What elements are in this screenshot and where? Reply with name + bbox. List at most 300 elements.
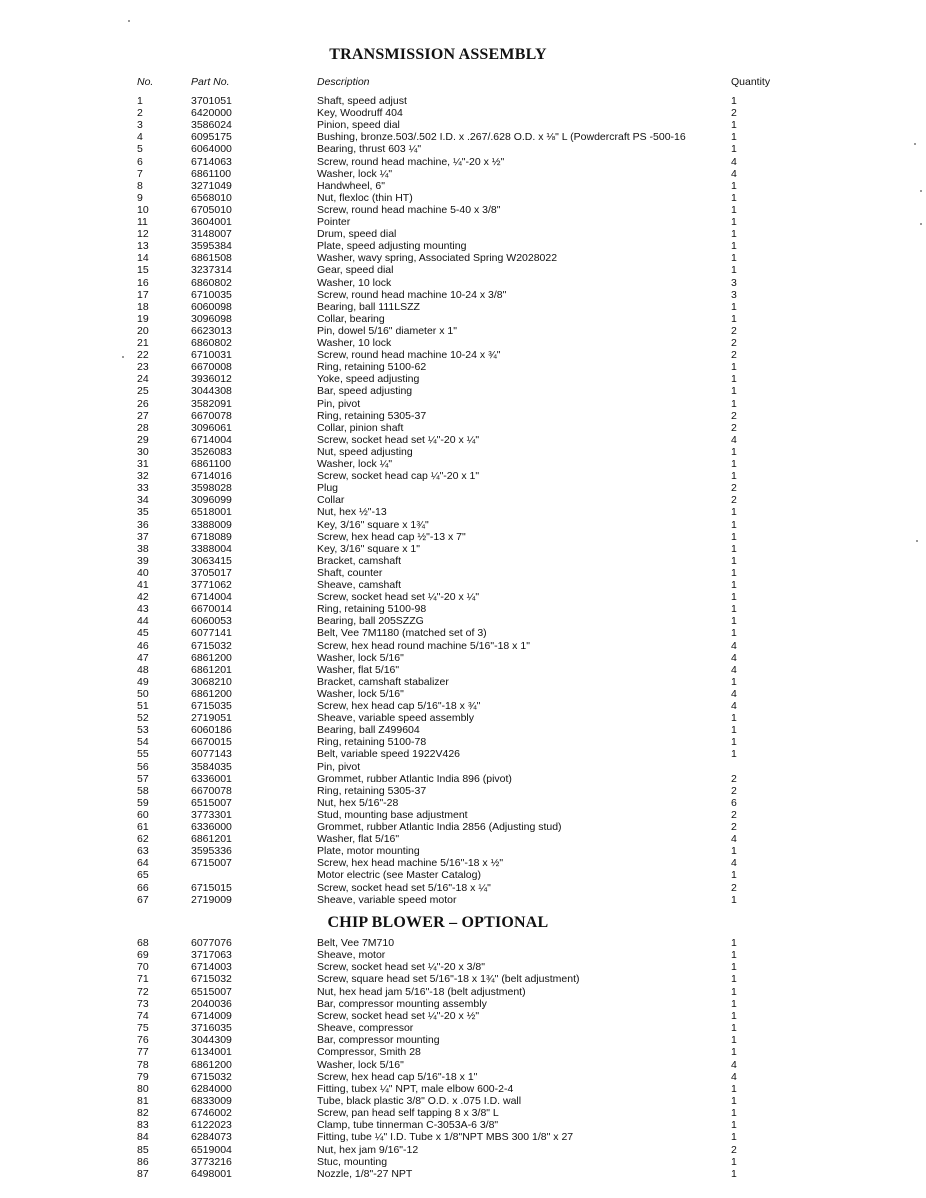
table-row	[0, 95, 926, 107]
part-description: Pin, pivot	[317, 397, 361, 410]
header-part-no: Part No.	[191, 76, 230, 88]
table-row	[0, 361, 926, 373]
part-description: Grommet, rubber Atlantic India 896 (pivot)	[317, 772, 512, 785]
part-description: Bearing, ball 205SZZG	[317, 615, 424, 628]
part-number: 6519004	[191, 1143, 232, 1156]
part-quantity: 3	[731, 288, 737, 301]
item-number: 10	[137, 203, 149, 216]
item-number: 15	[137, 264, 149, 277]
part-number: 6095175	[191, 131, 232, 144]
table-row	[0, 531, 926, 543]
table-row	[0, 1071, 926, 1083]
part-number: 6670008	[191, 361, 232, 374]
part-number: 6861100	[191, 458, 232, 470]
item-number: 26	[137, 397, 149, 410]
part-number: 2040036	[191, 997, 232, 1010]
part-quantity: 1	[731, 973, 737, 986]
part-number: 3526083	[191, 445, 232, 458]
part-number: 6746002	[191, 1107, 232, 1120]
item-number: 84	[137, 1131, 149, 1144]
table-row	[0, 579, 926, 591]
item-number: 42	[137, 591, 149, 604]
item-number: 16	[137, 276, 149, 289]
part-number: 6861200	[191, 687, 232, 700]
part-quantity: 1	[731, 627, 737, 640]
table-row	[0, 882, 926, 894]
part-description: Nut, hex 5/16"-28	[317, 796, 399, 809]
part-number: 3096061	[191, 421, 232, 434]
part-description: Clamp, tube tinnerman C-3053A-6 3/8"	[317, 1119, 499, 1132]
table-row	[0, 664, 926, 676]
part-description: Bushing, bronze.503/.502 I.D. x .267/.628 O.D. x ⅛" L (Powdercraft PS -500-16	[317, 131, 686, 144]
table-row	[0, 446, 926, 458]
part-number: 6077143	[191, 748, 232, 761]
part-quantity: 1	[731, 566, 737, 579]
item-number: 68	[137, 937, 149, 949]
table-row	[0, 1083, 926, 1095]
part-quantity: 1	[731, 712, 737, 725]
item-number: 24	[137, 373, 149, 386]
part-description: Screw, socket head set ¼"-20 x ½"	[317, 1009, 480, 1022]
part-description: Bearing, ball 111LSZZ	[317, 300, 420, 313]
item-number: 52	[137, 712, 149, 725]
part-quantity: 4	[731, 167, 737, 180]
item-number: 3	[137, 119, 143, 132]
part-description: Nozzle, 1/8"-27 NPT	[317, 1167, 413, 1180]
part-description: Screw, round head machine 5-40 x 3/8"	[317, 203, 501, 216]
part-quantity: 1	[731, 228, 737, 241]
item-number: 2	[137, 107, 143, 120]
part-description: Sheave, camshaft	[317, 579, 402, 591]
part-description: Screw, socket head set 5/16"-18 x ¼"	[317, 881, 491, 894]
part-description: Nut, hex jam 9/16"-12	[317, 1143, 419, 1156]
part-number: 3595384	[191, 240, 232, 253]
part-description: Screw, socket head cap ¼"-20 x 1"	[317, 470, 480, 483]
part-quantity: 4	[731, 433, 737, 446]
part-description: Pin, pivot	[317, 760, 361, 773]
part-number: 2719051	[191, 712, 232, 725]
part-description: Washer, lock ¼"	[317, 458, 393, 470]
part-quantity: 2	[731, 337, 737, 349]
item-number: 47	[137, 651, 149, 664]
part-description: Nut, speed adjusting	[317, 445, 413, 458]
item-number: 80	[137, 1082, 149, 1095]
table-row	[0, 603, 926, 615]
part-number: 6861201	[191, 833, 232, 846]
part-description: Stuc, mounting	[317, 1155, 388, 1168]
part-quantity: 4	[731, 1058, 737, 1071]
part-quantity: 1	[731, 1119, 737, 1132]
part-number: 6715032	[191, 1070, 232, 1083]
table-row	[0, 949, 926, 961]
item-number: 6	[137, 155, 143, 168]
table-row	[0, 240, 926, 252]
part-quantity: 1	[731, 470, 737, 483]
part-quantity: 1	[731, 542, 737, 555]
item-number: 55	[137, 748, 149, 761]
part-description: Belt, variable speed 1922V426	[317, 748, 461, 761]
part-description: Shaft, speed adjust	[317, 95, 407, 107]
part-number: 6861200	[191, 651, 232, 664]
part-quantity: 1	[731, 937, 737, 949]
part-number: 6670078	[191, 409, 232, 422]
part-number: 6714009	[191, 1009, 232, 1022]
part-description: Washer, 10 lock	[317, 276, 392, 289]
part-description: Stud, mounting base adjustment	[317, 808, 468, 821]
item-number: 20	[137, 324, 149, 337]
part-description: Nut, flexloc (thin HT)	[317, 191, 413, 204]
part-description: Screw, socket head set ¼"-20 x 3/8"	[317, 961, 485, 974]
part-description: Ring, retaining 5100-98	[317, 603, 427, 616]
part-quantity: 1	[731, 445, 737, 458]
item-number: 37	[137, 530, 149, 543]
table-row	[0, 470, 926, 482]
part-quantity: 1	[731, 1155, 737, 1168]
item-number: 73	[137, 997, 149, 1010]
part-description: Ring, retaining 5100-78	[317, 736, 427, 749]
item-number: 19	[137, 312, 149, 325]
part-quantity: 4	[731, 155, 737, 168]
part-description: Screw, hex head cap 5/16"-18 x ¾"	[317, 700, 481, 712]
table-row	[0, 973, 926, 985]
item-number: 23	[137, 361, 149, 374]
part-description: Pin, dowel 5/16" diameter x 1"	[317, 324, 457, 337]
part-quantity: 1	[731, 961, 737, 974]
table-row	[0, 1022, 926, 1034]
scan-speck	[920, 190, 922, 192]
part-quantity: 1	[731, 1131, 737, 1144]
part-description: Screw, hex head machine 5/16"-18 x ½"	[317, 857, 504, 870]
part-description: Screw, hex head cap 5/16"-18 x 1"	[317, 1070, 478, 1083]
table-row	[0, 1131, 926, 1143]
part-number: 6060098	[191, 300, 232, 313]
part-quantity: 1	[731, 506, 737, 519]
part-description: Key, Woodruff 404	[317, 107, 403, 120]
part-number: 6515007	[191, 796, 232, 809]
part-quantity: 1	[731, 312, 737, 325]
part-number: 3044308	[191, 385, 232, 398]
part-number: 3271049	[191, 179, 232, 192]
part-number: 3716035	[191, 1022, 232, 1035]
table-row	[0, 373, 926, 385]
part-number: 6718089	[191, 530, 232, 543]
table-row	[0, 748, 926, 760]
item-number: 72	[137, 985, 149, 998]
part-number: 3771062	[191, 579, 232, 591]
table-row	[0, 1095, 926, 1107]
item-number: 8	[137, 179, 143, 192]
part-number: 6714016	[191, 470, 232, 483]
part-description: Handwheel, 6"	[317, 179, 385, 192]
part-number: 3388009	[191, 518, 232, 531]
part-description: Compressor, Smith 28	[317, 1046, 421, 1059]
part-quantity: 1	[731, 300, 737, 313]
part-description: Washer, flat 5/16"	[317, 663, 400, 676]
table-row	[0, 1059, 926, 1071]
table-row	[0, 773, 926, 785]
table-row	[0, 494, 926, 506]
item-number: 13	[137, 240, 149, 253]
part-quantity: 1	[731, 997, 737, 1010]
part-description: Pointer	[317, 216, 351, 228]
part-description: Screw, pan head self tapping 8 x 3/8" L	[317, 1107, 499, 1120]
item-number: 7	[137, 167, 143, 180]
table-row	[0, 313, 926, 325]
part-number: 3586024	[191, 119, 232, 132]
item-number: 12	[137, 228, 149, 241]
part-quantity: 1	[731, 385, 737, 398]
part-number: 6077076	[191, 937, 232, 949]
part-number: 6705010	[191, 203, 232, 216]
part-quantity: 2	[731, 409, 737, 422]
part-description: Key, 3/16" square x 1"	[317, 542, 420, 555]
part-quantity: 1	[731, 1167, 737, 1180]
part-number: 3096098	[191, 312, 232, 325]
part-number: 6861100	[191, 167, 232, 180]
part-number: 6715035	[191, 700, 232, 712]
part-quantity: 1	[731, 1082, 737, 1095]
item-number: 49	[137, 675, 149, 688]
header-description: Description	[317, 76, 370, 88]
table-row	[0, 1168, 926, 1180]
part-quantity: 1	[731, 252, 737, 265]
table-row	[0, 797, 926, 809]
part-description: Bar, speed adjusting	[317, 385, 413, 398]
part-quantity: 1	[731, 1034, 737, 1047]
part-quantity: 1	[731, 603, 737, 616]
part-number: 6715032	[191, 973, 232, 986]
item-number: 86	[137, 1155, 149, 1168]
part-quantity: 4	[731, 833, 737, 846]
part-quantity: 2	[731, 349, 737, 362]
part-quantity: 4	[731, 700, 737, 712]
part-description: Sheave, compressor	[317, 1022, 414, 1035]
part-quantity: 1	[731, 458, 737, 470]
table-row	[0, 785, 926, 797]
item-number: 58	[137, 784, 149, 797]
part-description: Sheave, motor	[317, 949, 386, 962]
part-number: 3705017	[191, 566, 232, 579]
part-number: 3388004	[191, 542, 232, 555]
part-number: 6134001	[191, 1046, 232, 1059]
table-row	[0, 325, 926, 337]
part-description: Washer, lock 5/16"	[317, 687, 404, 700]
table-row	[0, 398, 926, 410]
part-description: Washer, lock ¼"	[317, 167, 393, 180]
table-row	[0, 337, 926, 349]
part-quantity: 1	[731, 591, 737, 604]
part-quantity: 2	[731, 881, 737, 894]
table-row	[0, 216, 926, 228]
part-number: 6710031	[191, 349, 232, 362]
table-row	[0, 821, 926, 833]
table-row	[0, 519, 926, 531]
scan-speck	[916, 540, 918, 542]
part-description: Washer, lock 5/16"	[317, 1058, 404, 1071]
item-number: 76	[137, 1034, 149, 1047]
part-quantity: 1	[731, 579, 737, 591]
part-number: 3068210	[191, 675, 232, 688]
table-row	[0, 1034, 926, 1046]
item-number: 81	[137, 1094, 149, 1107]
item-number: 14	[137, 252, 149, 265]
table-row	[0, 640, 926, 652]
part-description: Belt, Vee 7M710	[317, 937, 395, 949]
table-row	[0, 1156, 926, 1168]
table-row	[0, 961, 926, 973]
table-row	[0, 869, 926, 881]
item-number: 53	[137, 724, 149, 737]
part-quantity: 1	[731, 361, 737, 374]
item-number: 82	[137, 1107, 149, 1120]
part-quantity: 6	[731, 796, 737, 809]
part-description: Drum, speed dial	[317, 228, 397, 241]
part-number: 6670014	[191, 603, 232, 616]
table-row	[0, 857, 926, 869]
part-quantity: 1	[731, 949, 737, 962]
part-description: Yoke, speed adjusting	[317, 373, 420, 386]
item-number: 44	[137, 615, 149, 628]
part-quantity: 1	[731, 869, 737, 882]
table-row	[0, 301, 926, 313]
item-number: 65	[137, 869, 149, 882]
table-row	[0, 180, 926, 192]
item-number: 83	[137, 1119, 149, 1132]
part-number: 6077141	[191, 627, 232, 640]
part-quantity: 1	[731, 724, 737, 737]
table-row	[0, 1144, 926, 1156]
part-quantity: 4	[731, 687, 737, 700]
part-quantity: 2	[731, 421, 737, 434]
item-number: 4	[137, 131, 143, 144]
item-number: 45	[137, 627, 149, 640]
table-row	[0, 385, 926, 397]
item-number: 5	[137, 143, 143, 156]
part-number: 6515007	[191, 985, 232, 998]
item-number: 77	[137, 1046, 149, 1059]
part-number: 6498001	[191, 1167, 232, 1180]
part-quantity: 1	[731, 119, 737, 132]
table-row	[0, 204, 926, 216]
item-number: 87	[137, 1167, 149, 1180]
item-number: 11	[137, 216, 148, 228]
table-row	[0, 712, 926, 724]
part-quantity: 1	[731, 1046, 737, 1059]
item-number: 67	[137, 893, 149, 906]
item-number: 78	[137, 1058, 149, 1071]
part-description: Bearing, ball Z499604	[317, 724, 420, 737]
part-number: 6714003	[191, 961, 232, 974]
table-row	[0, 119, 926, 131]
part-description: Sheave, variable speed assembly	[317, 712, 475, 725]
table-row	[0, 845, 926, 857]
part-number: 6861201	[191, 663, 232, 676]
part-description: Gear, speed dial	[317, 264, 394, 277]
part-description: Screw, round head machine 10-24 x ¾"	[317, 349, 501, 362]
part-number: 3773301	[191, 808, 232, 821]
part-number: 6670015	[191, 736, 232, 749]
part-number: 6715032	[191, 639, 232, 652]
table-row	[0, 482, 926, 494]
item-number: 30	[137, 445, 149, 458]
item-number: 21	[137, 337, 149, 349]
part-quantity: 1	[731, 1094, 737, 1107]
table-row	[0, 458, 926, 470]
item-number: 79	[137, 1070, 149, 1083]
item-number: 85	[137, 1143, 149, 1156]
table-row	[0, 555, 926, 567]
item-number: 74	[137, 1009, 149, 1022]
table-row	[0, 543, 926, 555]
table-row	[0, 156, 926, 168]
part-number: 3584035	[191, 760, 232, 773]
part-quantity: 1	[731, 748, 737, 761]
item-number: 33	[137, 482, 149, 495]
item-number: 51	[137, 700, 149, 712]
item-number: 36	[137, 518, 149, 531]
part-description: Nut, hex ½"-13	[317, 506, 387, 519]
table-row	[0, 1046, 926, 1058]
part-quantity: 4	[731, 1070, 737, 1083]
part-description: Motor electric (see Master Catalog)	[317, 869, 481, 882]
part-description: Plate, motor mounting	[317, 845, 420, 858]
part-description: Bracket, camshaft stabalizer	[317, 675, 449, 688]
part-quantity: 1	[731, 554, 737, 567]
header-quantity: Quantity	[731, 76, 771, 88]
part-quantity: 2	[731, 772, 737, 785]
item-number: 1	[137, 95, 143, 107]
item-number: 32	[137, 470, 149, 483]
part-description: Screw, round head machine 10-24 x 3/8"	[317, 288, 507, 301]
part-quantity: 4	[731, 651, 737, 664]
item-number: 75	[137, 1022, 149, 1035]
part-number: 6518001	[191, 506, 232, 519]
part-number: 6714063	[191, 155, 232, 168]
part-quantity: 2	[731, 1143, 737, 1156]
section-title-chip-blower: CHIP BLOWER – OPTIONAL	[327, 914, 549, 931]
table-row	[0, 833, 926, 845]
part-quantity: 1	[731, 675, 737, 688]
item-number: 56	[137, 760, 149, 773]
table-row	[0, 567, 926, 579]
part-quantity: 1	[731, 518, 737, 531]
item-number: 69	[137, 949, 149, 962]
table-row	[0, 289, 926, 301]
table-row	[0, 228, 926, 240]
part-number: 6710035	[191, 288, 232, 301]
item-number: 28	[137, 421, 149, 434]
table-row	[0, 809, 926, 821]
part-quantity: 1	[731, 131, 737, 144]
part-description: Ring, retaining 5305-37	[317, 784, 427, 797]
part-description: Sheave, variable speed motor	[317, 893, 457, 906]
table-row	[0, 349, 926, 361]
part-number: 6623013	[191, 324, 232, 337]
part-number: 6860802	[191, 337, 232, 349]
part-number: 6420000	[191, 107, 232, 120]
part-quantity: 1	[731, 845, 737, 858]
table-row	[0, 107, 926, 119]
part-quantity: 1	[731, 985, 737, 998]
part-quantity: 4	[731, 639, 737, 652]
part-number: 6670078	[191, 784, 232, 797]
part-description: Shaft, counter	[317, 566, 383, 579]
part-description: Screw, round head machine, ¼"-20 x ½"	[317, 155, 505, 168]
item-number: 39	[137, 554, 149, 567]
item-number: 46	[137, 639, 149, 652]
table-row	[0, 410, 926, 422]
table-row	[0, 986, 926, 998]
